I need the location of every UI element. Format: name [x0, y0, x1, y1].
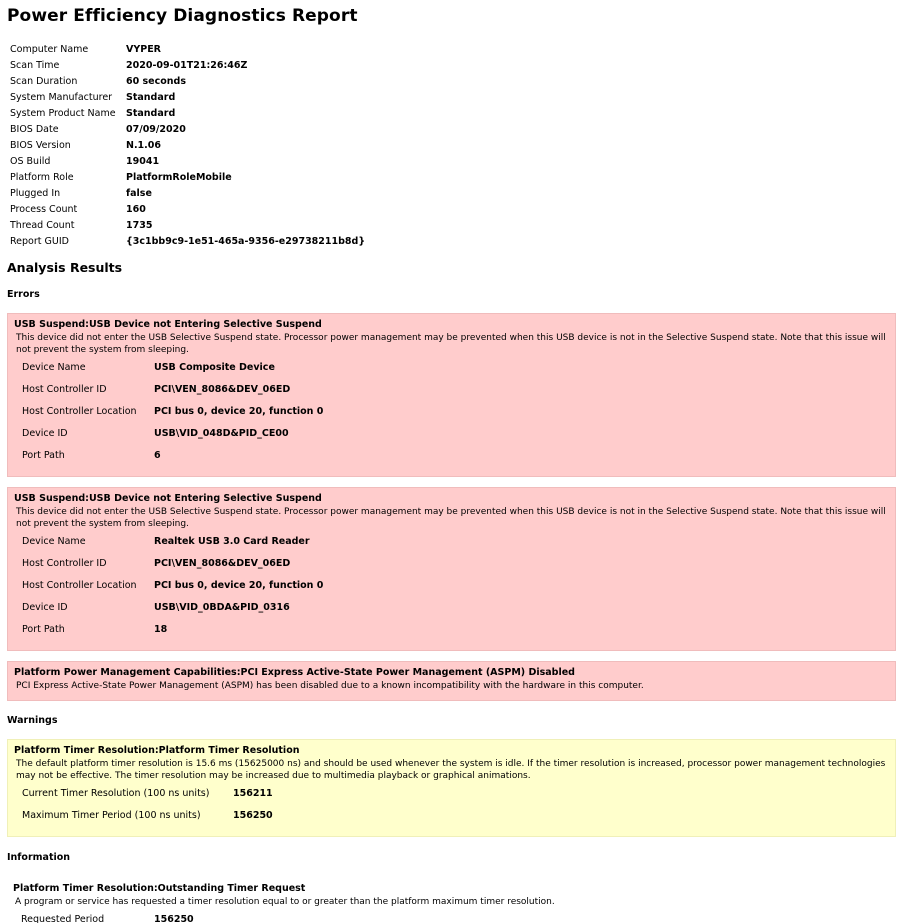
detail-row: [22, 552, 323, 574]
detail-row: [22, 356, 323, 378]
detail-label: Port Path: [22, 623, 65, 635]
detail-value: 6: [154, 449, 161, 461]
summary-label: Plugged In: [10, 187, 61, 199]
detail-row: [22, 782, 273, 804]
summary-row: [10, 169, 365, 185]
issue-title: Platform Timer Resolution:Outstanding Timer Request: [13, 883, 306, 894]
summary-value: 19041: [126, 155, 160, 167]
detail-value: USB Composite Device: [154, 361, 275, 373]
error-card: [7, 487, 896, 651]
summary-value: 60 seconds: [126, 75, 187, 87]
issue-description: This device did not enter the USB Selective Suspend state. Processor power management may be prevented when this USB device is not in the Selective Suspend state. Note that this issue will not prevent the system from sleeping.: [16, 507, 886, 529]
detail-value: PCI bus 0, device 20, function 0: [154, 405, 324, 417]
issue-title: USB Suspend:USB Device not Entering Selective Suspend: [14, 493, 322, 504]
detail-row: [22, 444, 323, 466]
summary-row: [10, 41, 365, 57]
summary-label: Process Count: [10, 203, 78, 215]
errors-heading: Errors: [7, 289, 40, 300]
summary-row: [10, 201, 365, 217]
issue-description: The default platform timer resolution is 15.6 ms (15625000 ns) and should be used whenever the system is idle. If the timer resolution is increased, processor power management technologies may not be effective. The timer resolution may be increased due to multimedia playback or graphical animations.: [16, 759, 886, 781]
issue-details-table: [22, 530, 323, 640]
detail-row: [22, 530, 323, 552]
summary-label: BIOS Date: [10, 123, 59, 135]
summary-row: [10, 185, 365, 201]
summary-table: [10, 41, 365, 249]
detail-row: [22, 804, 273, 826]
detail-value: 156250: [233, 809, 273, 821]
issue-description: This device did not enter the USB Selective Suspend state. Processor power management may be prevented when this USB device is not in the Selective Suspend state. Note that this issue will not prevent the system from sleeping.: [16, 333, 886, 355]
analysis-results-heading: Analysis Results: [7, 260, 123, 275]
summary-value: N.1.06: [126, 139, 161, 151]
detail-value: USB\VID_0BDA&PID_0316: [154, 601, 290, 613]
detail-value: PCI bus 0, device 20, function 0: [154, 579, 324, 591]
issue-title: USB Suspend:USB Device not Entering Selective Suspend: [14, 319, 322, 330]
summary-value: 1735: [126, 219, 153, 231]
summary-label: BIOS Version: [10, 139, 71, 151]
summary-label: Scan Duration: [10, 75, 78, 87]
detail-label: Device ID: [22, 427, 68, 439]
warning-card: [7, 739, 896, 837]
summary-value: Standard: [126, 107, 176, 119]
detail-label: Host Controller ID: [22, 557, 107, 569]
detail-row: [22, 596, 323, 618]
detail-value: 156250: [154, 913, 194, 923]
summary-row: [10, 57, 365, 73]
detail-row: [22, 378, 323, 400]
summary-label: OS Build: [10, 155, 51, 167]
detail-row: [22, 400, 323, 422]
issue-description: A program or service has requested a timer resolution equal to or greater than the platform maximum timer resolution.: [15, 897, 555, 907]
summary-value: 160: [126, 203, 146, 215]
information-heading: Information: [7, 852, 71, 863]
summary-value: false: [126, 187, 152, 199]
summary-row: [10, 121, 365, 137]
summary-value: 07/09/2020: [126, 123, 186, 135]
issue-title: Platform Timer Resolution:Platform Timer Resolution: [14, 745, 300, 756]
summary-value: PlatformRoleMobile: [126, 171, 232, 183]
issue-details-table: [22, 356, 323, 466]
detail-value: 18: [154, 623, 168, 635]
detail-value: PCI\VEN_8086&DEV_06ED: [154, 383, 291, 395]
summary-label: Report GUID: [10, 235, 69, 247]
summary-row: [10, 89, 365, 105]
detail-row: [22, 574, 323, 596]
summary-value: Standard: [126, 91, 176, 103]
detail-label: Device Name: [22, 535, 86, 547]
summary-value: 2020-09-01T21:26:46Z: [126, 59, 248, 71]
detail-value: PCI\VEN_8086&DEV_06ED: [154, 557, 291, 569]
detail-row: [22, 618, 323, 640]
summary-row: [10, 233, 365, 249]
detail-label: Host Controller ID: [22, 383, 107, 395]
summary-label: Thread Count: [10, 219, 75, 231]
page-title: Power Efficiency Diagnostics Report: [7, 6, 358, 26]
detail-label: Device ID: [22, 601, 68, 613]
detail-label: Requested Period: [21, 913, 105, 923]
summary-label: System Product Name: [10, 107, 116, 119]
detail-label: Maximum Timer Period (100 ns units): [22, 809, 201, 821]
summary-label: Scan Time: [10, 59, 60, 71]
detail-label: Device Name: [22, 361, 86, 373]
detail-label: Current Timer Resolution (100 ns units): [22, 787, 210, 799]
summary-value: {3c1bb9c9-1e51-465a-9356-e29738211b8d}: [126, 235, 366, 247]
detail-label: Port Path: [22, 449, 65, 461]
detail-row: [22, 422, 323, 444]
summary-row: [10, 137, 365, 153]
detail-value: 156211: [233, 787, 273, 799]
detail-value: Realtek USB 3.0 Card Reader: [154, 535, 310, 547]
summary-row: [10, 105, 365, 121]
issue-description: PCI Express Active-State Power Management (ASPM) has been disabled due to a known incompatibility with the hardware in this computer.: [16, 681, 644, 691]
summary-label: Platform Role: [10, 171, 74, 183]
detail-label: Host Controller Location: [22, 579, 137, 591]
error-card: [7, 661, 896, 701]
summary-label: Computer Name: [10, 43, 89, 55]
summary-value: VYPER: [126, 43, 161, 55]
summary-row: [10, 153, 365, 169]
summary-label: System Manufacturer: [10, 91, 113, 103]
detail-value: USB\VID_048D&PID_CE00: [154, 427, 289, 439]
summary-row: [10, 73, 365, 89]
summary-row: [10, 217, 365, 233]
issue-details-table: [22, 782, 273, 826]
detail-label: Host Controller Location: [22, 405, 137, 417]
error-card: [7, 313, 896, 477]
warnings-heading: Warnings: [7, 715, 58, 726]
issue-details-table: [21, 908, 194, 923]
issue-title: Platform Power Management Capabilities:PCI Express Active-State Power Management (ASPM) Disabled: [14, 667, 575, 678]
detail-row: [21, 908, 194, 923]
information-card: [7, 878, 896, 923]
